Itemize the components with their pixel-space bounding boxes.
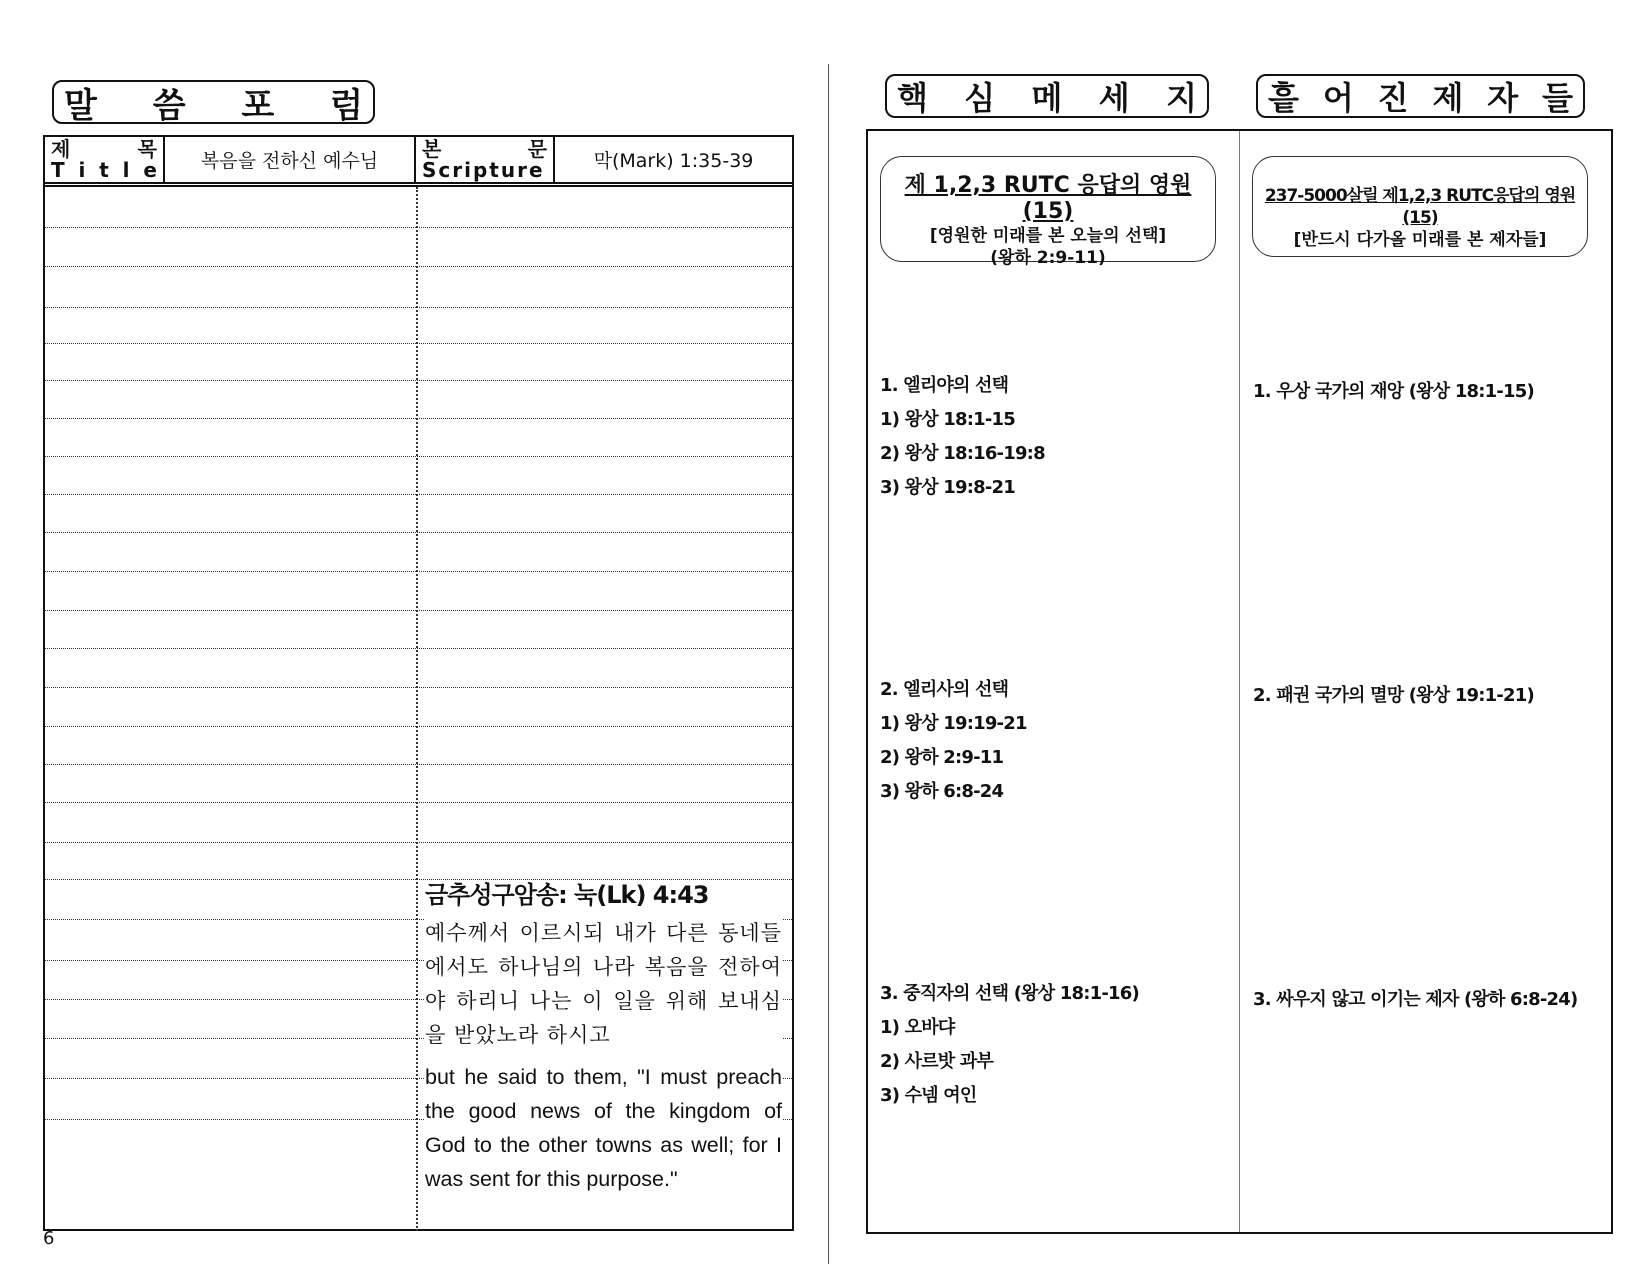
title-label-en: e: [143, 157, 157, 182]
note-line: [45, 571, 792, 572]
title-label-en: l: [122, 157, 130, 182]
scripture-label: [416, 137, 555, 182]
scripture-label-en: Scripture: [422, 157, 545, 182]
scattered-box: [1252, 156, 1588, 257]
note-line: [45, 842, 792, 843]
scattered-title-char: 제: [1432, 79, 1464, 117]
scattered-title-char: 들: [1542, 79, 1573, 117]
column-divider: [416, 187, 418, 1231]
title-label-en: T: [51, 157, 65, 182]
core-title-char: 심: [964, 79, 996, 117]
core-point-item: 3) 수넴 여인: [880, 1085, 977, 1106]
memory-verse-reference: 금추성구암송: 눅(Lk) 4:43: [425, 881, 709, 909]
scattered-point-heading: 1. 우상 국가의 재앙 (왕상 18:1-15): [1253, 381, 1534, 402]
forum-title-char: 말: [64, 85, 97, 126]
core-point-item: 1) 왕상 19:19-21: [880, 713, 1027, 734]
forum-title-box: [52, 80, 375, 124]
core-point-item: 2) 사르밧 과부: [880, 1051, 994, 1072]
core-title-char: 세: [1098, 79, 1130, 117]
title-label-en: i: [78, 157, 86, 182]
scattered-point-heading: 3. 싸우지 않고 이기는 제자 (왕하 6:8-24): [1253, 989, 1578, 1010]
scattered-point-1: [1253, 375, 1534, 409]
core-point-item: 1) 왕상 18:1-15: [880, 409, 1015, 430]
note-line: [45, 266, 792, 267]
scattered-title-char: 흩: [1268, 79, 1299, 117]
note-line: [45, 456, 792, 457]
forum-title-char: 씀: [152, 85, 186, 126]
column-divider: [1239, 131, 1240, 1232]
note-line: [45, 494, 792, 495]
forum-title-char: 포: [241, 85, 275, 126]
scattered-title-char: 어: [1322, 79, 1354, 117]
sermon-note-form: [43, 135, 794, 1231]
note-line: [45, 648, 792, 649]
core-point-item: 3) 왕하 6:8-24: [880, 781, 1004, 802]
core-point-item: 1) 오바댜: [880, 1017, 955, 1038]
form-header-row: [45, 137, 792, 187]
scripture-value: 막(Mark) 1:35-39: [593, 150, 754, 172]
title-value: 복음을 전하신 예수님: [165, 137, 416, 182]
core-point-heading: 3. 중직자의 선택 (왕상 18:1-16): [880, 983, 1139, 1004]
scattered-point-3: [1253, 983, 1577, 1017]
core-title-char: 메: [1031, 79, 1063, 117]
scripture-label-ko: 문: [527, 136, 547, 161]
memory-verse-english: but he said to them, "I must preach the good news of the kingdom of God to the other towns as well; for I was sent for this purpose.": [425, 1065, 782, 1191]
note-line: [45, 418, 792, 419]
scattered-title-char: 진: [1377, 79, 1409, 117]
core-box-subtitle: [영원한 미래를 본 오늘의 선택]: [929, 226, 1167, 246]
page-number: 6: [43, 1228, 55, 1249]
note-line: [45, 726, 792, 727]
memory-verse-korean: 예수께서 이르시되 내가 다른 동네들에서도 하나님의 나라 복음을 전하여야 하리니 나는 이 일을 위해 보내심을 받았노라 하시고: [425, 921, 782, 1047]
note-line: [45, 227, 792, 228]
note-line: [45, 610, 792, 611]
memory-verse: [425, 880, 782, 1196]
core-point-item: 3) 왕상 19:8-21: [880, 477, 1015, 498]
scripture-label-ko: 본: [422, 136, 442, 161]
title-label-ko: 목: [137, 136, 157, 161]
title-label-ko: 제: [51, 136, 71, 161]
scattered-point-2: [1253, 679, 1534, 713]
forum-title-char: 럼: [330, 85, 363, 126]
core-point-2: [880, 673, 1027, 809]
message-table: [866, 129, 1613, 1234]
scattered-box-title: 237-5000살릴 제1,2,3 RUTC응답의 영원(15): [1264, 186, 1576, 228]
core-point-item: 2) 왕하 2:9-11: [880, 747, 1004, 768]
core-point-heading: 2. 엘리사의 선택: [880, 679, 1009, 700]
scattered-point-heading: 2. 패권 국가의 멸망 (왕상 19:1-21): [1253, 685, 1534, 706]
core-title-char: 지: [1166, 79, 1197, 117]
scattered-disciples-title: [1256, 74, 1585, 118]
scattered-title-char: 자: [1487, 79, 1519, 117]
note-line: [45, 764, 792, 765]
note-line: [45, 802, 792, 803]
title-label-en: t: [99, 157, 109, 182]
core-message-box: [880, 156, 1216, 268]
title-label: [45, 137, 165, 182]
core-point-item: 2) 왕상 18:16-19:8: [880, 443, 1045, 464]
core-message-title: [885, 74, 1209, 118]
core-title-char: 핵: [897, 79, 928, 117]
note-line: [45, 532, 792, 533]
note-line: [45, 687, 792, 688]
page-gutter-line: [828, 64, 829, 1264]
note-line: [45, 307, 792, 308]
core-point-3: [880, 977, 1139, 1113]
note-line: [45, 380, 792, 381]
core-box-reference: (왕하 2:9-11): [990, 248, 1106, 268]
note-line: [45, 343, 792, 344]
core-point-heading: 1. 엘리야의 선택: [880, 375, 1009, 396]
core-point-1: [880, 369, 1045, 505]
core-box-title: 제 1,2,3 RUTC 응답의 영원 (15): [904, 173, 1192, 224]
scattered-box-subtitle: [반드시 다가올 미래를 본 제자들]: [1293, 230, 1547, 250]
